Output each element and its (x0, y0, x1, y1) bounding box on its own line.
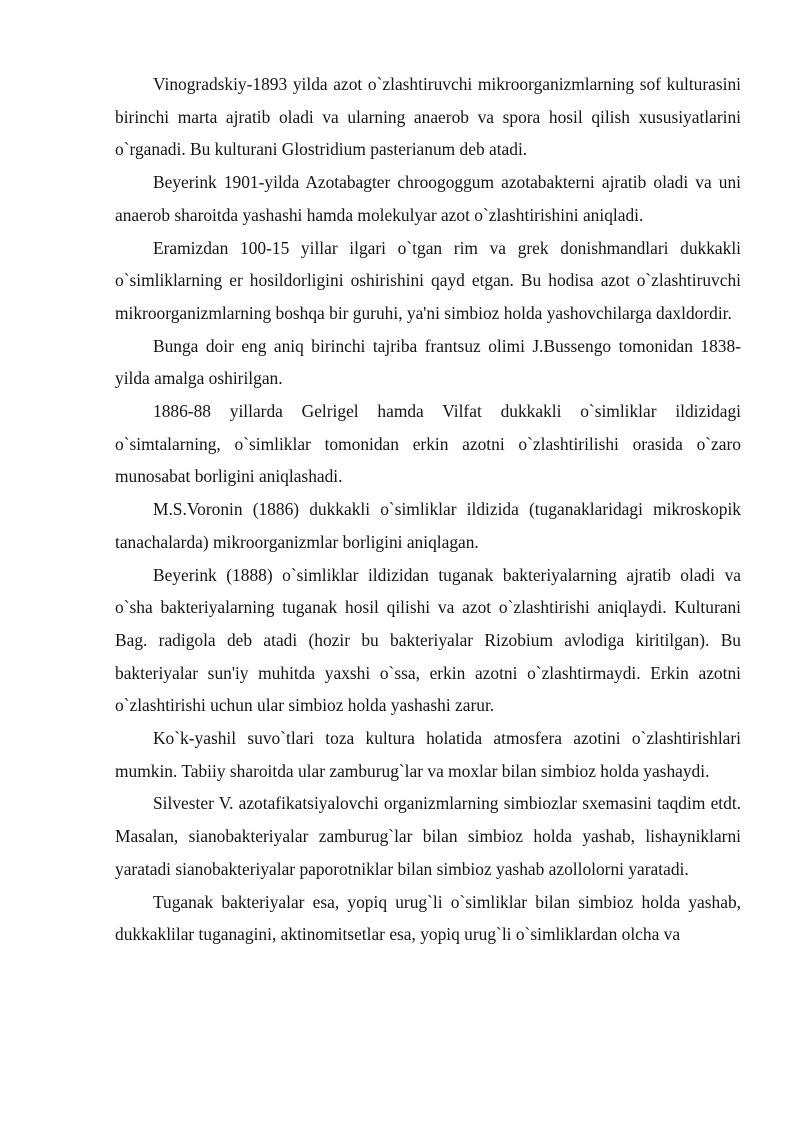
document-page (115, 68, 741, 951)
paragraph-voronin: M.S.Voronin (1886) dukkakli o`simliklar ildizida (tuganaklaridagi mikroskopik tanachalarda) mikroorganizmlar borligini aniqlagan. (115, 499, 741, 552)
paragraph-beyerink-1888: Beyerink (1888) o`simliklar ildizidan tuganak bakteriyalarning ajratib oladi va o`sha bakteriyalarning tuganak hosil qilishi va azot o`zlashtirishi aniqlaydi. Kulturani Bag. radigola deb atadi (hozir bu bakteriyalar Rizobium avlodiga kiritilgan). Bu bakteriyalar sun'iy muhitda yaxshi o`ssa, erkin azotni o`zlashtirmaydi. Erkin azotni o`zlashtirishi uchun ular simbioz holda yashashi zarur. (115, 564, 741, 716)
paragraph-kok-yashil: Ko`k-yashil suvo`tlari toza kultura holatida atmosfera azotini o`zlashtirishlari mumkin. Tabiiy sharoitda ular zamburug`lar va moxlar bilan simbioz holda yashaydi. (115, 728, 741, 781)
paragraph-beyerink-1901: Beyerink 1901-yilda Azotabagter chroogoggum azotabakterni ajratib oladi va uni anaerob sharoitda yashashi hamda molekulyar azot o`zlashtirishini aniqladi. (115, 172, 741, 225)
paragraph-tuganak: Tuganak bakteriyalar esa, yopiq urug`li o`simliklar bilan simbioz holda yashab, dukkaklilar tuganagini, aktinomitsetlar esa, yopiq urug`li o`simliklardan olcha va (115, 891, 741, 945)
paragraph-eramizdan: Eramizdan 100-15 yillar ilgari o`tgan rim va grek donishmandlari dukkakli o`simliklarning er hosildorligini oshirishini qayd etgan. Bu hodisa azot o`zlashtiruvchi mikroorganizmlarning boshqa bir guruhi, ya'ni simbioz holda yashovchilarga daxldordir. (115, 237, 741, 323)
paragraph-vinogradskiy: Vinogradskiy-1893 yilda azot o`zlashtiruvchi mikroorganizmlarning sof kulturasini birinchi marta ajratib oladi va ularning anaerob va spora hosil qilish xususiyatlarini o`rganadi. Bu kulturani Glostridium pasterianum deb atadi. (115, 74, 741, 160)
paragraph-gelrigel-vilfat: 1886-88 yillarda Gelrigel hamda Vilfat dukkakli o`simliklar ildizidagi o`simtalarning, o`simliklar tomonidan erkin azotni o`zlashtirilishi orasida o`zaro munosabat borligini aniqlashadi. (115, 401, 741, 487)
paragraph-bussengo: Bunga doir eng aniq birinchi tajriba frantsuz olimi J.Bussengo tomonidan 1838-yilda amalga oshirilgan. (115, 335, 741, 389)
paragraph-silvester: Silvester V. azotafikatsiyalovchi organizmlarning simbiozlar sxemasini taqdim etdt. Masalan, sianobakteriyalar zamburug`lar bilan simbioz holda yashab, lishayniklarni yaratadi sianobakteriyalar paporotniklar bilan simbioz yashab azollolorni yaratadi. (115, 793, 741, 879)
